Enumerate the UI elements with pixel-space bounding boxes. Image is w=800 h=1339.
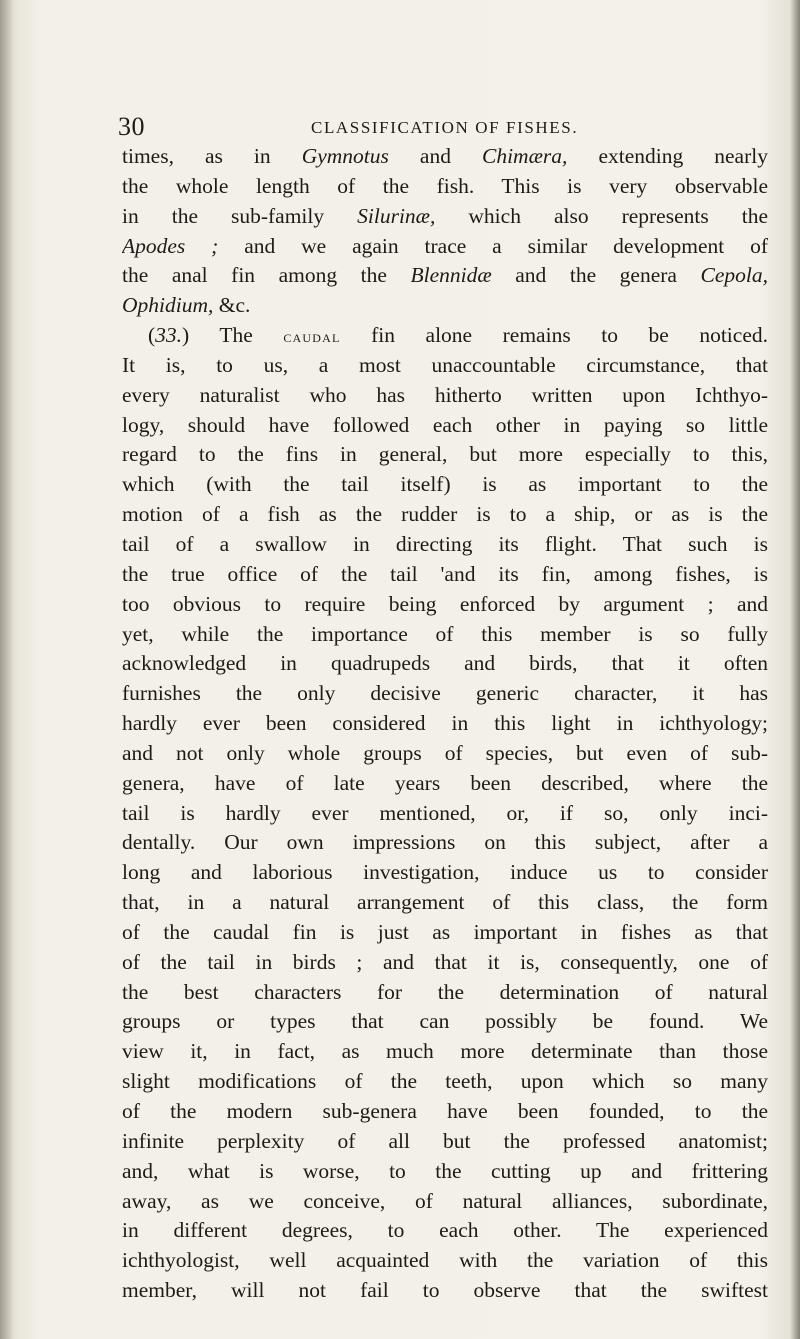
text-run: and, what is worse, to the cutting up and frittering (122, 1158, 768, 1183)
text-run: which also represents the (435, 203, 768, 228)
text-run: and we again trace a similar development of (218, 233, 768, 258)
text-run: furnishes the only decisive generic character, it has (122, 681, 768, 706)
text-run: regard to the fins in general, but more especially to this, (122, 442, 768, 467)
text-line (122, 470, 768, 500)
text-run: away, as we conceive, of natural alliances, subordinate, (122, 1188, 768, 1213)
text-run: and the genera (491, 263, 701, 288)
text-line (122, 172, 768, 202)
text-line (122, 1187, 768, 1217)
italic-text: 33. (155, 323, 183, 348)
text-line (122, 261, 768, 291)
text-run: the best characters for the determination of natural (122, 979, 768, 1004)
text-line (122, 1037, 768, 1067)
text-run: and (388, 144, 482, 168)
text-run: ichthyologist, well acquainted with the variation of this (122, 1248, 768, 1273)
text-run: that, in a natural arrangement of this class, the form (122, 890, 768, 915)
text-line (122, 440, 768, 470)
italic-text: Blennidæ (410, 263, 492, 288)
text-run: hardly ever been considered in this light in ichthyology; (122, 711, 768, 736)
text-line (122, 888, 768, 918)
text-run: ) The (182, 323, 284, 348)
italic-text: Ophidium, (122, 293, 214, 318)
text-run: in the sub-family (122, 203, 358, 228)
page-number: 30 (118, 112, 145, 141)
text-line (122, 411, 768, 441)
text-line (122, 500, 768, 530)
text-run: fin alone remains to be noticed. (340, 323, 768, 348)
text-line (122, 1067, 768, 1097)
italic-text: Gymnotus (301, 144, 389, 168)
text-run: long and laborious investigation, induce us to consider (122, 860, 768, 885)
text-run: view it, in fact, as much more determinate than those (122, 1039, 768, 1064)
text-run: motion of a fish as the rudder is to a ship, or as is the (122, 502, 768, 527)
text-line (122, 828, 768, 858)
text-line (122, 799, 768, 829)
text-run: and not only whole groups of species, but even of sub- (122, 740, 768, 765)
text-run: in different degrees, to each other. The experienced (122, 1218, 768, 1243)
text-run: extending nearly (567, 144, 768, 168)
text-line (122, 709, 768, 739)
text-line (122, 1007, 768, 1037)
text-run: &c. (213, 293, 251, 318)
text-line (122, 1216, 768, 1246)
page-edge-shadow (790, 0, 800, 1339)
binding-shadow (0, 0, 14, 1339)
text-run: It is, to us, a most unaccountable circumstance, that (122, 352, 768, 377)
body-text (122, 142, 768, 1306)
text-run: the whole length of the fish. This is very observable (122, 173, 768, 198)
text-line (122, 381, 768, 411)
text-run: of the modern sub-genera have been founded, to the (122, 1099, 768, 1123)
text-line (122, 679, 768, 709)
italic-text: Apodes ; (122, 233, 219, 258)
text-run: the true office of the tail 'and its fin, among fishes, is (122, 561, 768, 586)
text-run: the anal fin among the (122, 263, 411, 288)
text-line (122, 351, 768, 381)
text-run: every naturalist who has hitherto written upon Ichthyo- (122, 382, 768, 407)
text-line (122, 530, 768, 560)
text-run: too obvious to require being enforced by argument ; and (122, 591, 768, 616)
text-run: acknowledged in quadrupeds and birds, that it often (122, 651, 768, 676)
text-run: of the caudal fin is just as important in fishes as that (122, 919, 768, 944)
italic-text: Cepola, (700, 263, 768, 288)
text-line (122, 1276, 768, 1306)
text-run: genera, have of late years been described, where the (122, 770, 768, 795)
text-line (122, 620, 768, 650)
text-line (122, 202, 768, 232)
text-run: infinite perplexity of all but the professed anatomist; (122, 1128, 768, 1153)
italic-text: Silurinæ, (357, 203, 436, 228)
text-line (122, 978, 768, 1008)
text-run: groups or types that can possibly be found. We (122, 1009, 768, 1034)
text-line (122, 739, 768, 769)
text-run: of the tail in birds ; and that it is, consequently, one of (122, 949, 768, 974)
text-run: tail is hardly ever mentioned, or, if so, only inci- (122, 800, 768, 825)
text-run: logy, should have followed each other in paying so little (122, 412, 768, 437)
text-line (122, 948, 768, 978)
text-run: slight modifications of the teeth, upon which so many (122, 1069, 768, 1094)
text-run: tail of a swallow in directing its flight. That such is (122, 531, 768, 556)
text-line (122, 858, 768, 888)
text-run: times, as in (122, 144, 302, 168)
text-run: dentally. Our own impressions on this subject, after a (122, 830, 768, 855)
text-line (122, 649, 768, 679)
text-line (122, 321, 768, 351)
text-run: yet, while the importance of this member is so fully (122, 621, 768, 646)
small-caps-text: caudal (283, 327, 341, 347)
text-line (122, 1157, 768, 1187)
text-line (122, 232, 768, 262)
text-line (122, 1246, 768, 1276)
page-header (118, 112, 758, 142)
text-line (122, 560, 768, 590)
running-head: CLASSIFICATION OF FISHES. (311, 118, 579, 137)
text-line (122, 918, 768, 948)
text-run: ( (148, 323, 156, 348)
text-line (122, 291, 768, 321)
text-line (122, 1127, 768, 1157)
text-line (122, 769, 768, 799)
text-line (122, 590, 768, 620)
text-line (122, 142, 768, 172)
text-run: member, will not fail to observe that the swiftest (122, 1278, 768, 1303)
text-line (122, 1097, 768, 1127)
italic-text: Chimæra, (481, 144, 568, 168)
text-run: which (with the tail itself) is as important to the (122, 472, 768, 497)
